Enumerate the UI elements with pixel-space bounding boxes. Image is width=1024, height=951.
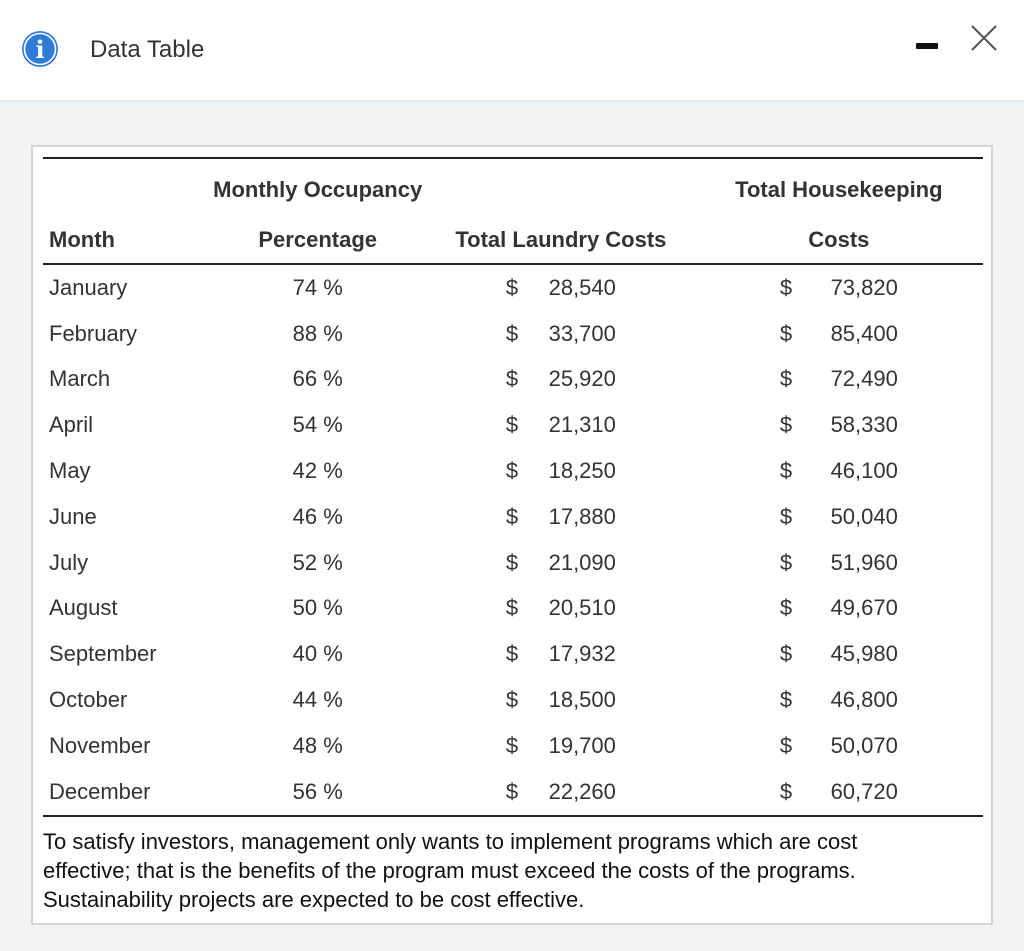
cell-laundry [427,402,695,448]
laundry-value: 28,540 [548,274,616,300]
currency-symbol: $ [779,595,793,621]
housekeeping-value: 50,070 [830,732,898,758]
header-row-sub [43,217,983,264]
laundry-value: 17,880 [548,503,616,529]
laundry-amount [506,275,616,301]
currency-symbol: $ [779,366,793,392]
table-row [43,631,983,677]
housekeeping-value: 46,100 [830,458,898,484]
housekeeping-value: 73,820 [830,274,898,300]
cell-occupancy: 56 % [208,769,427,816]
cell-month: November [49,732,151,758]
housekeeping-amount [780,366,898,392]
housekeeping-amount [780,733,898,759]
header-laundry: Total Laundry Costs [427,217,695,264]
laundry-amount [506,641,616,667]
housekeeping-amount [780,550,898,576]
header-month: Month [43,217,208,264]
cell-occupancy: 42 % [292,458,343,484]
cell-laundry [427,723,695,769]
housekeeping-amount [780,321,898,347]
cell-housekeeping [695,769,983,816]
currency-symbol: $ [505,778,519,804]
laundry-value: 17,932 [548,641,616,667]
cell-housekeeping [695,448,983,494]
dialog-header [0,0,1024,102]
currency-symbol: $ [779,274,793,300]
cell-housekeeping [695,540,983,586]
table-row [43,357,983,403]
minimize-icon [916,43,938,49]
data-table [43,157,983,817]
cell-laundry [427,494,695,540]
cell-month: September [49,641,157,667]
note-line-2: effective; that is the benefits of the program must exceed the costs of the programs. [43,858,856,883]
currency-symbol: $ [505,595,519,621]
table-row [43,540,983,586]
cell-housekeeping [695,586,983,632]
laundry-amount [506,687,616,713]
cell-occupancy: 44 % [292,687,343,713]
housekeeping-amount [780,687,898,713]
housekeeping-value: 46,800 [830,687,898,713]
housekeeping-value: 72,490 [830,366,898,392]
housekeeping-value: 85,400 [830,320,898,346]
cell-laundry [427,540,695,586]
laundry-amount [506,458,616,484]
cell-housekeeping [695,677,983,723]
cell-occupancy: 40 % [292,641,343,667]
housekeeping-amount [780,641,898,667]
table-row [43,311,983,357]
cell-month: October [49,687,128,713]
laundry-value: 21,090 [548,549,616,575]
header-occupancy-line2: Percentage [208,217,427,264]
header-housekeeping-line1: Total Housekeeping [695,158,983,217]
currency-symbol: $ [505,732,519,758]
laundry-amount [506,412,616,438]
cell-housekeeping [695,631,983,677]
currency-symbol: $ [779,732,793,758]
cell-housekeeping [695,264,983,311]
cell-laundry [427,311,695,357]
cell-month: February [49,320,138,346]
cell-housekeeping [695,494,983,540]
laundry-value: 19,700 [548,732,616,758]
housekeeping-amount [780,458,898,484]
header-row-top [43,158,983,217]
laundry-amount [506,595,616,621]
laundry-value: 21,310 [548,412,616,438]
cell-laundry [427,586,695,632]
table-row [43,586,983,632]
close-button[interactable] [962,16,1006,60]
cell-laundry [427,264,695,311]
housekeeping-value: 45,980 [830,641,898,667]
svg-text:i: i [35,35,45,64]
laundry-value: 33,700 [548,320,616,346]
currency-symbol: $ [505,549,519,575]
header-laundry-top [427,158,695,217]
currency-symbol: $ [505,274,519,300]
currency-symbol: $ [779,549,793,575]
housekeeping-value: 60,720 [830,778,898,804]
laundry-amount [506,733,616,759]
laundry-amount [506,321,616,347]
table-row [43,494,983,540]
cell-occupancy: 74 % [292,274,343,300]
cell-month: August [49,595,118,621]
table-row [43,264,983,311]
cell-occupancy: 54 % [292,412,343,438]
cell-month: June [49,503,97,529]
housekeeping-amount [780,504,898,530]
currency-symbol: $ [505,458,519,484]
cell-month: December [43,769,208,816]
laundry-amount [506,550,616,576]
laundry-value: 25,920 [548,366,616,392]
note-line-1: To satisfy investors, management only wants to implement programs which are cost [43,829,858,854]
laundry-amount [506,779,616,805]
close-icon [972,26,996,50]
cell-laundry [427,769,695,816]
cell-month: January [49,274,128,300]
laundry-value: 18,250 [548,458,616,484]
cell-housekeeping [695,357,983,403]
header-month-top [43,158,208,217]
laundry-value: 18,500 [548,687,616,713]
cell-laundry [427,631,695,677]
currency-symbol: $ [505,320,519,346]
cell-laundry [427,677,695,723]
laundry-value: 22,260 [548,778,616,804]
housekeeping-amount [780,595,898,621]
laundry-amount [506,504,616,530]
housekeeping-value: 50,040 [830,503,898,529]
currency-symbol: $ [779,778,793,804]
currency-symbol: $ [505,503,519,529]
header-occupancy-line1: Monthly Occupancy [208,158,427,217]
table-row [43,402,983,448]
housekeeping-amount [780,275,898,301]
cell-occupancy: 46 % [292,503,343,529]
currency-symbol: $ [779,503,793,529]
laundry-amount [506,366,616,392]
cell-month: May [49,458,91,484]
cell-month: April [49,412,94,438]
note-text [43,827,943,914]
table-body [43,264,983,816]
table-row [43,677,983,723]
currency-symbol: $ [505,366,519,392]
table-row [43,448,983,494]
note-line-3: Sustainability projects are expected to be cost effective. [43,887,585,912]
cell-occupancy: 88 % [292,320,343,346]
currency-symbol: $ [505,412,519,438]
cell-housekeeping [695,311,983,357]
laundry-value: 20,510 [548,595,616,621]
cell-laundry [427,357,695,403]
cell-housekeeping [695,723,983,769]
housekeeping-amount [780,412,898,438]
currency-symbol: $ [779,641,793,667]
housekeeping-value: 51,960 [830,549,898,575]
currency-symbol: $ [505,687,519,713]
housekeeping-value: 58,330 [830,412,898,438]
info-icon [21,30,59,68]
table-row [43,723,983,769]
dialog-title: Data Table [90,36,205,63]
currency-symbol: $ [779,458,793,484]
currency-symbol: $ [505,641,519,667]
housekeeping-amount [780,779,898,805]
cell-month: July [49,549,89,575]
header-housekeeping-line2: Costs [695,217,983,264]
housekeeping-value: 49,670 [830,595,898,621]
minimize-button[interactable] [912,30,946,60]
currency-symbol: $ [779,687,793,713]
cell-occupancy: 52 % [292,549,343,575]
cell-occupancy: 50 % [292,595,343,621]
cell-month: March [49,366,111,392]
currency-symbol: $ [779,412,793,438]
cell-housekeeping [695,402,983,448]
table-row [43,769,983,816]
currency-symbol: $ [779,320,793,346]
data-table-panel [31,145,993,925]
cell-occupancy: 66 % [292,366,343,392]
cell-laundry [427,448,695,494]
cell-occupancy: 48 % [292,732,343,758]
